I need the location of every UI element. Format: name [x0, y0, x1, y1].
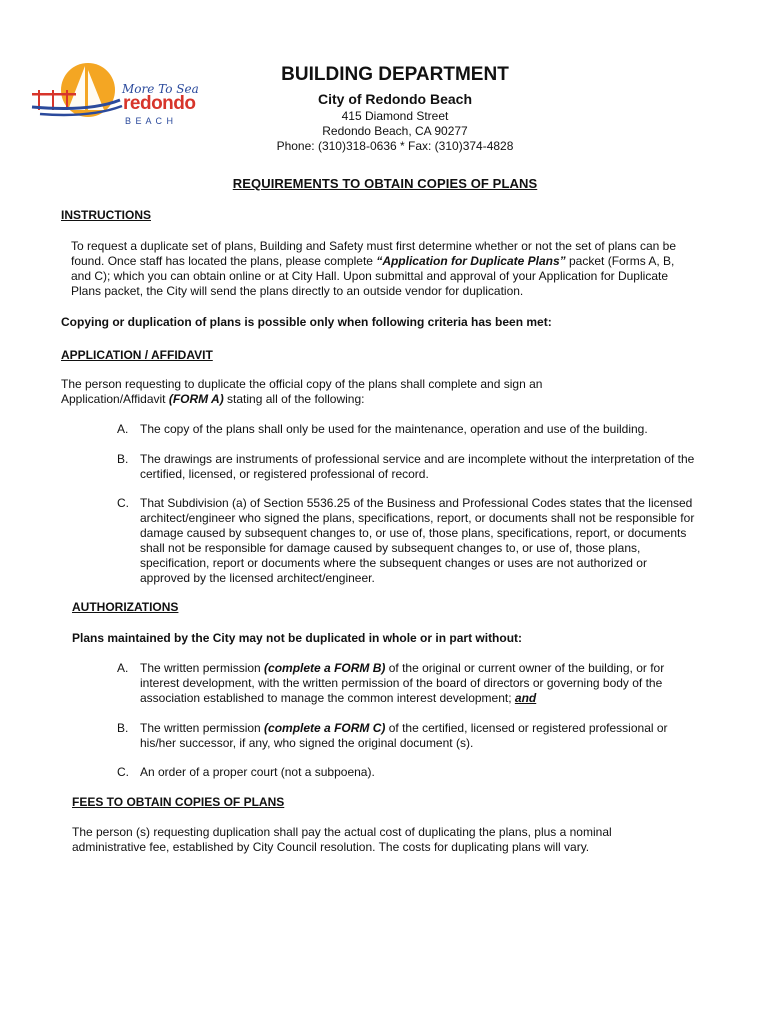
and-emphasis: and: [514, 691, 537, 705]
logo-sub: B E A C H: [125, 116, 175, 126]
address-line-1: 415 Diamond Street: [341, 109, 449, 123]
criteria-statement: Copying or duplication of plans is possible only when following criteria has been met:: [61, 315, 552, 329]
instructions-heading: INSTRUCTIONS: [61, 208, 151, 222]
fees-paragraph: The person (s) requesting duplication shall pay the actual cost of duplicating the plans, plus a nominal administrative fee, established by City Council resolution. The costs for duplicating plans will vary.: [72, 825, 612, 854]
authorizations-intro: Plans maintained by the City may not be duplicated in whole or in part without:: [72, 631, 523, 645]
address-line-2: Redondo Beach, CA 90277: [322, 124, 468, 138]
instructions-line: To request a duplicate set of plans, Building and Safety must first determine whether or not the set of plans can be: [71, 239, 677, 253]
fees-heading: FEES TO OBTAIN COPIES OF PLANS: [72, 795, 285, 809]
instructions-line: found. Once staff has located the plans, please complete “Application for Duplicate Plans” packet (Forms A, B,: [71, 254, 675, 268]
instructions-paragraph: [71, 239, 731, 299]
department-name: BUILDING DEPARTMENT: [281, 64, 509, 85]
logo-tagline: More To Sea: [122, 82, 199, 96]
application-heading: APPLICATION / AFFIDAVIT: [61, 348, 213, 362]
document-title: REQUIREMENTS TO OBTAIN COPIES OF PLANS: [232, 176, 538, 191]
city-name: City of Redondo Beach: [317, 91, 472, 107]
phone-fax: Phone: (310)318-0636 * Fax: (310)374-4828: [276, 139, 514, 153]
letterhead: [220, 63, 570, 154]
application-intro: The person requesting to duplicate the official copy of the plans shall complete and sign an Application/Affidavit (FORM A) stating all of the following:: [61, 377, 543, 406]
application-name: “Application for Duplicate Plans”: [376, 254, 566, 268]
logo-name: redondo: [123, 93, 196, 114]
redondo-beach-logo: [30, 60, 200, 130]
instructions-line: Plans packet, the City will send the plans directly to an outside vendor for duplication.: [71, 284, 524, 298]
instructions-line: and C); which you can obtain online or at City Hall. Upon submittal and approval of your Application for Duplicate: [71, 269, 668, 283]
form-c-label: (complete a FORM C): [264, 721, 386, 735]
form-b-label: (complete a FORM B): [264, 661, 386, 675]
authorizations-heading: AUTHORIZATIONS: [72, 600, 179, 614]
form-a-label: (FORM A): [168, 392, 224, 406]
